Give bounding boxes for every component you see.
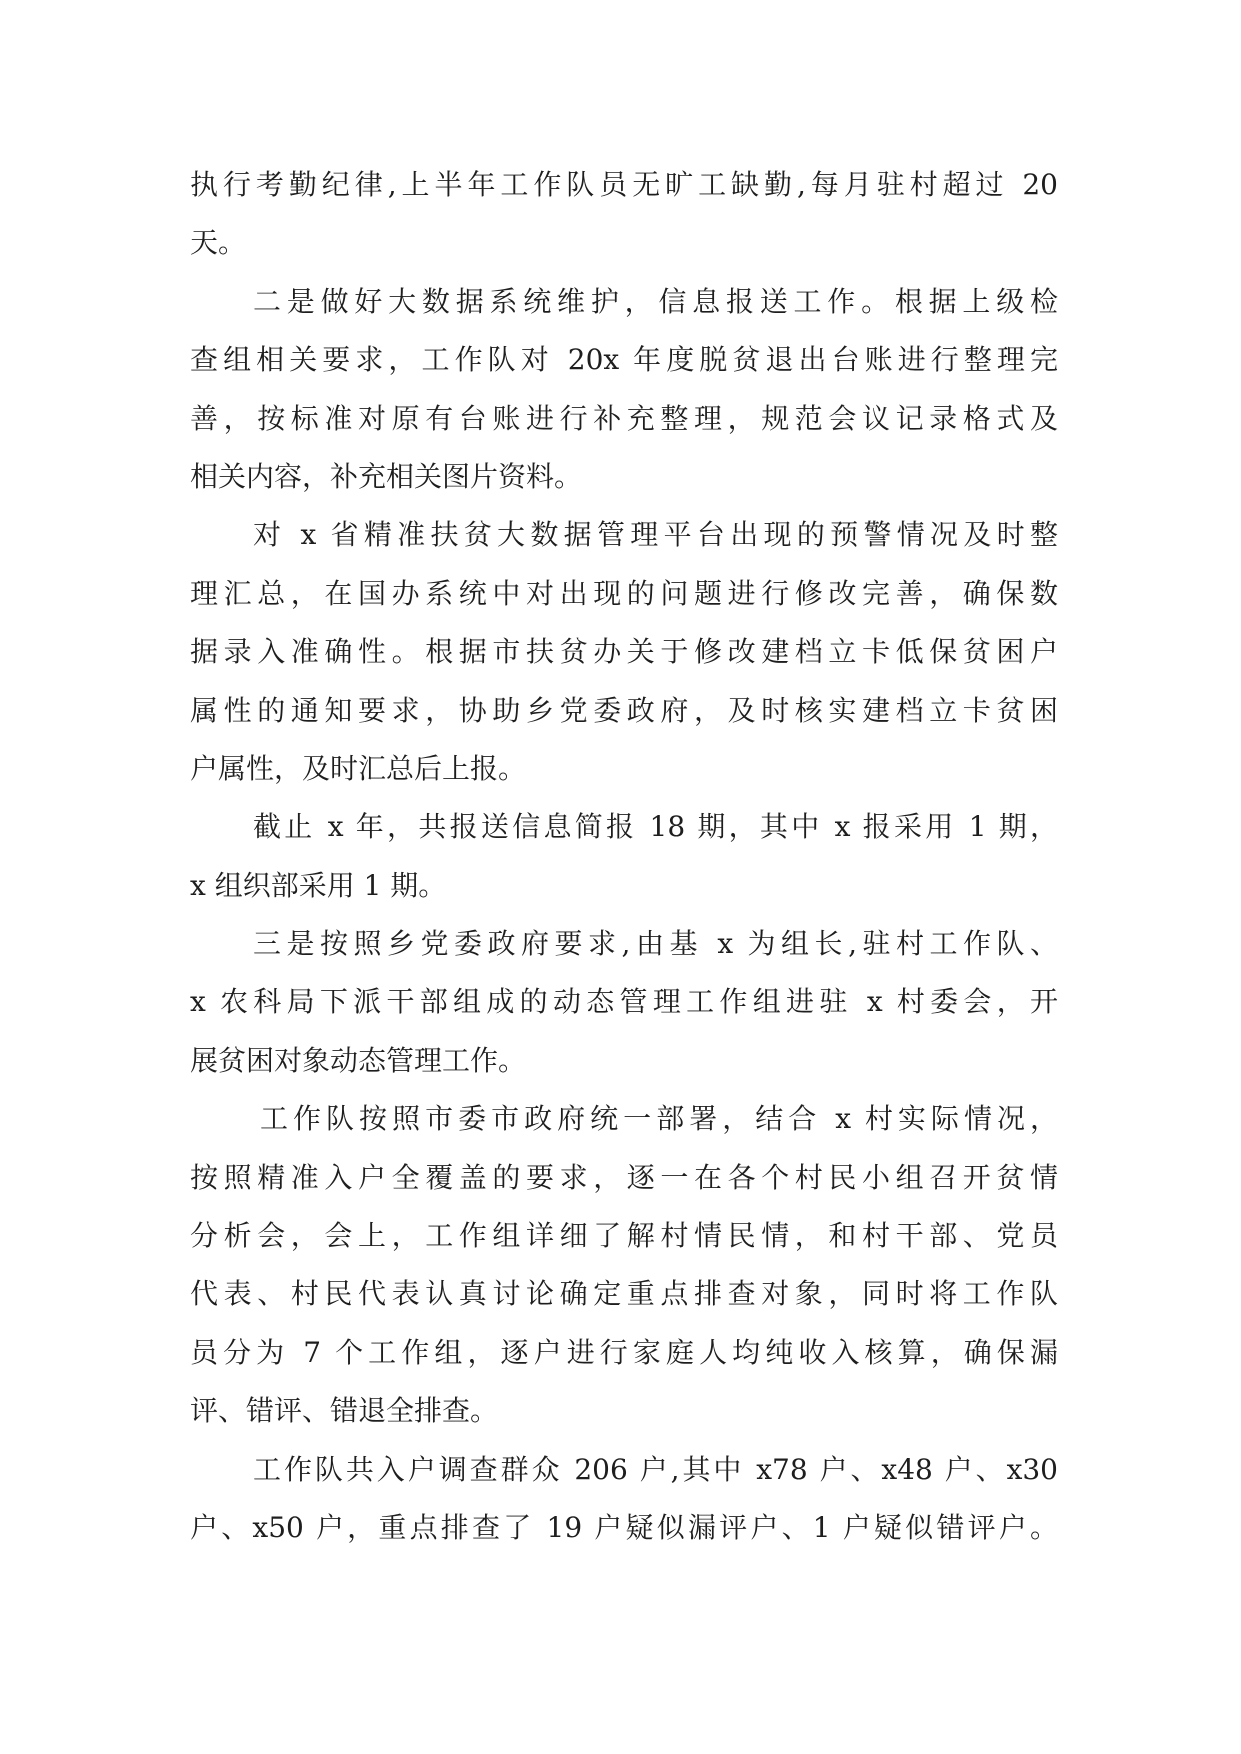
text-line: 理汇总，在国办系统中对出现的问题进行修改完善，确保数 <box>190 576 1058 610</box>
text-line: 员分为 7 个工作组，逐户进行家庭人均纯收入核算，确保漏 <box>190 1335 1058 1369</box>
text-line: 截止 x 年，共报送信息简报 18 期，其中 x 报采用 1 期， <box>253 810 1058 844</box>
paragraph-household-survey <box>190 1441 1058 1558</box>
text-line: x 农科局下派干部组成的动态管理工作组进驻 x 村委会，开 <box>190 985 1058 1019</box>
paragraph-data-maintenance <box>190 273 1058 507</box>
text-line: 代表、村民代表认真讨论确定重点排查对象，同时将工作队 <box>190 1277 1058 1311</box>
text-line: x 组织部采用 1 期。 <box>190 868 447 902</box>
text-line: 工作队共入户调查群众 206 户,其中 x78 户、x48 户、x30 <box>253 1452 1058 1486</box>
text-line: 查组相关要求，工作队对 20x 年度脱贫退出台账进行整理完 <box>190 343 1058 377</box>
text-line: 评、错评、错退全排查。 <box>190 1394 499 1428</box>
text-line: 工作队按照市委市政府统一部署，结合 x 村实际情况， <box>260 1102 1058 1136</box>
text-line: 对 x 省精准扶贫大数据管理平台出现的预警情况及时整 <box>253 518 1058 552</box>
paragraph-briefings <box>190 798 1058 915</box>
text-line: 展贫困对象动态管理工作。 <box>190 1043 527 1077</box>
text-line: 分析会，会上，工作组详细了解村情民情，和村干部、党员 <box>190 1219 1058 1253</box>
paragraph-work-team <box>190 1090 1058 1440</box>
text-line: 按照精准入户全覆盖的要求，逐一在各个村民小组召开贫情 <box>190 1160 1058 1194</box>
text-line: 相关内容，补充相关图片资料。 <box>190 459 583 493</box>
paragraph-continuation <box>190 156 1058 273</box>
text-line: 执行考勤纪律,上半年工作队员无旷工缺勤,每月驻村超过 20 <box>190 168 1058 201</box>
text-line: 二是做好大数据系统维护，信息报送工作。根据上级检 <box>253 284 1058 318</box>
text-line: 户、x50 户，重点排查了 19 户疑似漏评户、1 户疑似错评户。 <box>190 1510 1058 1544</box>
text-line: 三是按照乡党委政府要求,由基 x 为组长,驻村工作队、 <box>253 927 1058 961</box>
text-line: 据录入准确性。根据市扶贫办关于修改建档立卡低保贫困户 <box>190 635 1058 669</box>
text-line: 属性的通知要求，协助乡党委政府，及时核实建档立卡贫困 <box>190 693 1058 727</box>
text-line: 善，按标准对原有台账进行补充整理，规范会议记录格式及 <box>190 401 1058 435</box>
text-line: 天。 <box>190 226 247 260</box>
document-body <box>190 156 1058 1557</box>
text-line: 户属性，及时汇总后上报。 <box>190 751 527 785</box>
paragraph-dynamic-management <box>190 915 1058 1090</box>
paragraph-warning-handling <box>190 506 1058 798</box>
